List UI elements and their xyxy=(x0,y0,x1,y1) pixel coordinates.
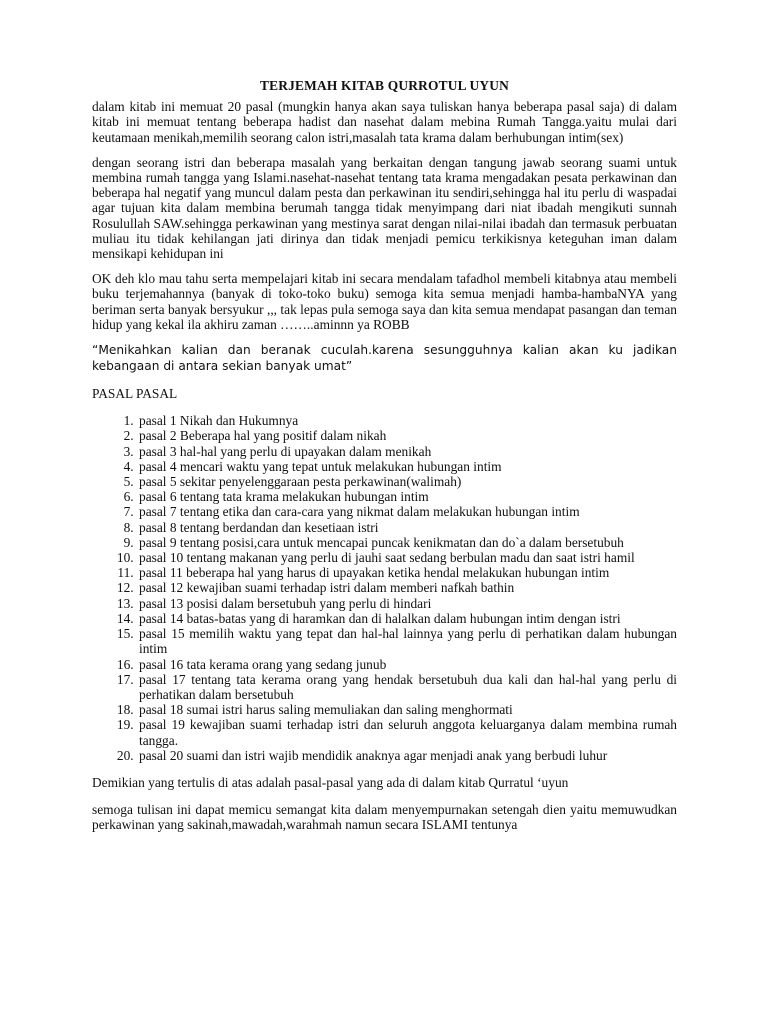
list-item: 11. pasal 11 beberapa hal yang harus di upayakan ketika hendal melakukan hubungan intim xyxy=(137,565,677,580)
list-item: 8. pasal 8 tentang berdandan dan kesetiaan istri xyxy=(137,520,677,535)
list-item: 14. pasal 14 batas-batas yang di haramkan dan di halalkan dalam hubungan intim dengan istri xyxy=(137,611,677,626)
list-item: 2. pasal 2 Beberapa hal yang positif dalam nikah xyxy=(137,428,677,443)
pasal-heading: PASAL PASAL xyxy=(92,386,178,402)
paragraph-description: dengan seorang istri dan beberapa masalah yang berkaitan dengan tangung jawab seorang suami untuk membina rumah tangga yang Islami.nasehat-nasehat tentang tata krama mengadakan pesata perkawinan dan beberapa hal negatif yang muncul dalam pesta dan perkawinan itu sendiri,sehingga hal itu perlu di waspadai agar tujuan kita dalam membina berumah tangga tidak menyimpang dari niat ibadah mengikuti sunnah Rosulullah SAW.sehingga perkawinan yang mestinya sarat dengan nilai-nilai ibadah dan termasuk perbuatan muliau itu tidak kehilangan jati dirinya dan tidak menjadi pemicu terkikisnya keteguhan iman dalam mensikapi kehidupan ini xyxy=(92,154,677,262)
list-item: 10. pasal 10 tentang makanan yang perlu di jauhi saat sedang berbulan madu dan saat istri hamil xyxy=(137,550,677,565)
list-item: 15. pasal 15 memilih waktu yang tepat dan hal-hal lainnya yang perlu di perhatikan dalam hubungan intim xyxy=(137,626,677,656)
document-page xyxy=(92,78,677,843)
pasal-list xyxy=(92,413,677,763)
paragraph-intro: dalam kitab ini memuat 20 pasal (mungkin hanya akan saya tuliskan hanya beberapa pasal saja) di dalam kitab ini memuat tentang beberapa hadist dan nasehat dalam mebina Rumah Tangga.yaitu mulai dari keutamaan menikah,memilih seorang calon istri,masalah tata krama dalam berhubungan intim(sex) xyxy=(92,99,677,145)
list-item: 17. pasal 17 tentang tata kerama orang yang hendak bersetubuh dua kali dan hal-hal yang perlu di perhatikan dalam bersetubuh xyxy=(137,672,677,702)
list-item: 7. pasal 7 tentang etika dan cara-cara yang nikmat dalam melakukan hubungan intim xyxy=(137,504,677,519)
list-item: 1. pasal 1 Nikah dan Hukumnya xyxy=(137,413,677,428)
list-item: 9. pasal 9 tentang posisi,cara untuk mencapai puncak kenikmatan dan do`a dalam bersetubuh xyxy=(137,535,677,550)
list-item: 6. pasal 6 tentang tata krama melakukan hubungan intim xyxy=(137,489,677,504)
list-item: 12. pasal 12 kewajiban suami terhadap istri dalam memberi nafkah bathin xyxy=(137,580,677,595)
hadith-quote: “Menikahkan kalian dan beranak cuculah.karena sesungguhnya kalian akan ku jadikan kebangaan di antara sekian banyak umat” xyxy=(92,343,677,374)
closing-statement: Demikian yang tertulis di atas adalah pasal-pasal yang ada di dalam kitab Qurratul ‘uyun xyxy=(92,774,569,790)
document-title: TERJEMAH KITAB QURROTUL UYUN xyxy=(259,78,509,93)
list-item: 4. pasal 4 mencari waktu yang tepat untuk melakukan hubungan intim xyxy=(137,459,677,474)
list-item: 16. pasal 16 tata kerama orang yang sedang junub xyxy=(137,657,677,672)
list-item: 20. pasal 20 suami dan istri wajib mendidik anaknya agar menjadi anak yang berbudi luhur xyxy=(137,748,677,763)
list-item: 19. pasal 19 kewajiban suami terhadap istri dan seluruh anggota keluarganya dalam membina rumah tangga. xyxy=(137,717,677,747)
list-item: 5. pasal 5 sekitar penyelenggaraan pesta perkawinan(walimah) xyxy=(137,474,677,489)
paragraph-recommendation: OK deh klo mau tahu serta mempelajari kitab ini secara mendalam tafadhol membeli kitabnya atau membeli buku terjemahannya (banyak di toko-toko buku) semoga kita semua menjadi hamba-hambaNYA yang beriman serta banyak bersyukur ,,, tak lepas pula semoga saya dan kita semua mendapat pasangan dan teman hidup yang kekal ila akhiru zaman ……..aminnn ya ROBB xyxy=(92,271,677,332)
closing-wish: semoga tulisan ini dapat memicu semangat kita dalam menyempurnakan setengah dien yaitu memuwudkan perkawinan yang sakinah,mawadah,warahmah namun secara ISLAMI tentunya xyxy=(92,802,677,833)
list-item: 18. pasal 18 sumai istri harus saling memuliakan dan saling menghormati xyxy=(137,702,677,717)
list-item: 3. pasal 3 hal-hal yang perlu di upayakan dalam menikah xyxy=(137,444,677,459)
list-item: 13. pasal 13 posisi dalam bersetubuh yang perlu di hindari xyxy=(137,596,677,611)
